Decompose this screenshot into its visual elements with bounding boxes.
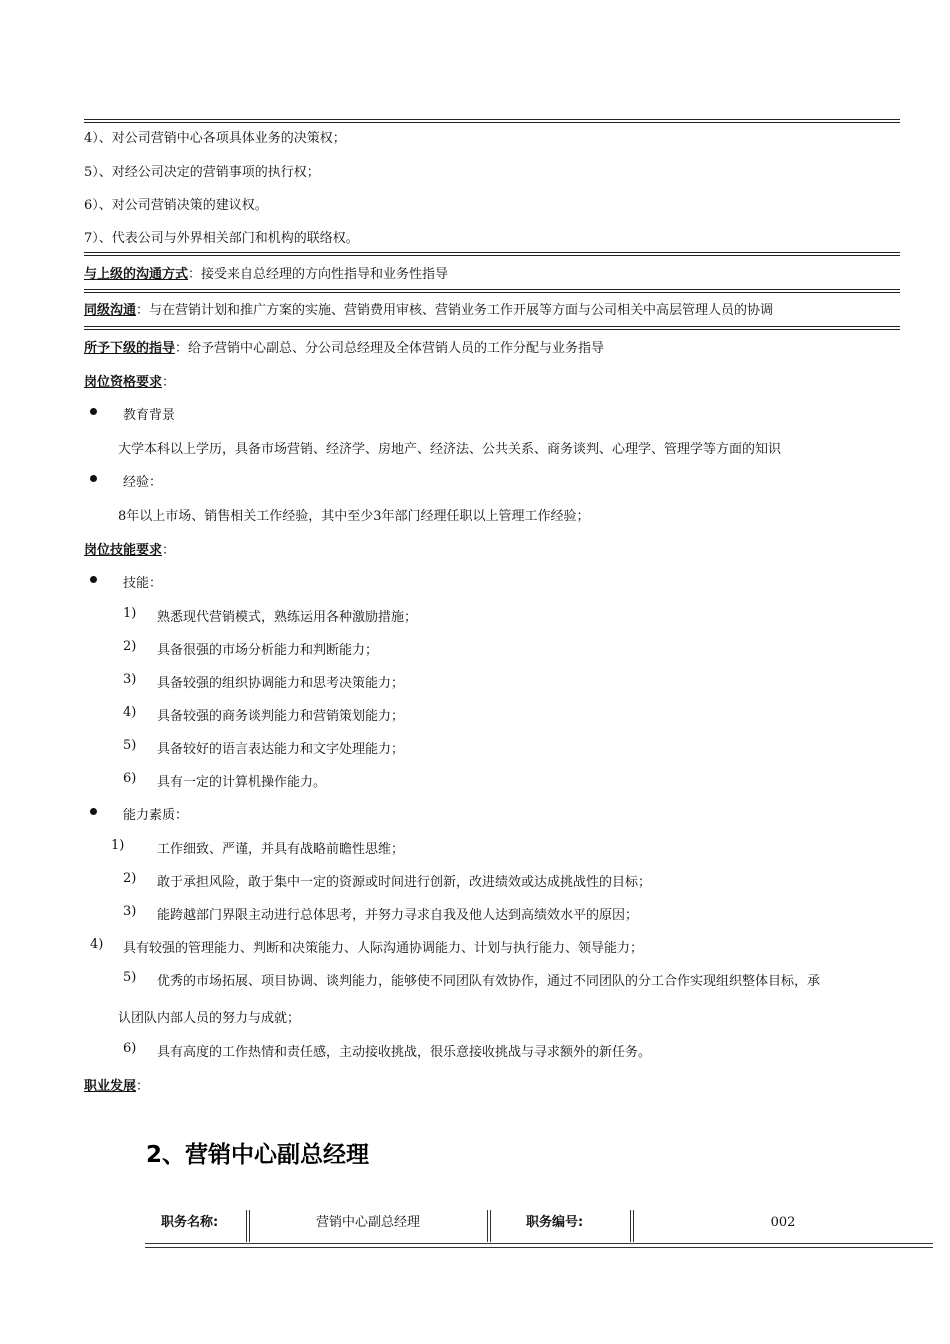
ability-item-1: 工作细致、严谨，并具有战略前瞻性思维； (157, 842, 405, 857)
table-divider (487, 1210, 491, 1242)
rule-subordinate (84, 326, 900, 330)
skills-num-1: 1) (123, 606, 137, 621)
ability-item-3: 能跨越部门界限主动进行总体思考，并努力寻求自我及他人达到高绩效水平的原因； (157, 908, 639, 923)
ability-num-5: 5) (123, 970, 137, 985)
job-no-value: 002 (770, 1215, 796, 1230)
skills-item-4: 具备较强的商务谈判能力和营销策划能力； (157, 709, 405, 724)
skills-item-3: 具备较强的组织协调能力和思考决策能力； (157, 676, 405, 691)
skills-item-2: 具备很强的市场分析能力和判断能力； (157, 643, 379, 658)
career-heading-colon: ： (136, 1079, 150, 1094)
rights-item-7: 7）、代表公司与外界相关部门和机构的联络权。 (84, 231, 359, 246)
job-no-label: 职务编号: (526, 1215, 584, 1230)
qualifications-heading-label: 岗位资格要求 (84, 375, 163, 390)
job-name-label: 职务名称: (161, 1215, 219, 1230)
ability-num-4: 4) (90, 937, 104, 952)
education-text: 大学本科以上学历，具备市场营销、经济学、房地产、经济法、公共关系、商务谈判、心理学、管理学等方面的知识 (118, 442, 782, 457)
ability-item-5: 优秀的市场拓展、项目协调、谈判能力，能够使不同团队有效协作，通过不同团队的分工合作实现组织整体目标，承 (157, 974, 821, 989)
rights-item-5: 5）、对经公司决定的营销事项的执行权； (84, 165, 320, 180)
rights-item-4: 4）、对公司营销中心各项具体业务的决策权； (84, 131, 346, 146)
comm-superior (84, 263, 448, 282)
skills-item-5: 具备较好的语言表达能力和文字处理能力； (157, 742, 405, 757)
comm-subordinate-label: 所予下级的指导 (84, 341, 176, 356)
ability-num-1: 1) (111, 838, 125, 853)
top-rule (84, 119, 900, 123)
ability-num-6: 6) (123, 1041, 137, 1056)
ability-title: 能力素质： (123, 808, 189, 823)
job-info-table (145, 1208, 933, 1246)
comm-superior-label: 与上级的沟通方式 (84, 267, 189, 282)
skills-num-6: 6) (123, 771, 137, 786)
comm-peer-label: 同级沟通 (84, 303, 137, 318)
bullet-icon (90, 408, 97, 415)
career-heading (84, 1075, 149, 1094)
experience-text: 8年以上市场、销售相关工作经验，其中至少3年部门经理任职以上管理工作经验； (118, 509, 590, 524)
skills-heading-label: 岗位技能要求 (84, 543, 163, 558)
skills-num-3: 3) (123, 672, 137, 687)
comm-peer (84, 299, 773, 318)
table-bottom-rule (145, 1243, 933, 1248)
bullet-icon (90, 576, 97, 583)
ability-item-6: 具有高度的工作热情和责任感，主动接收挑战，很乐意接收挑战与寻求额外的新任务。 (157, 1045, 652, 1060)
bullet-icon (90, 808, 97, 815)
skills-title: 技能： (123, 576, 163, 591)
ability-num-3: 3) (123, 904, 137, 919)
comm-superior-text: ：接受来自总经理的方向性指导和业务性指导 (188, 267, 449, 282)
qualifications-heading (84, 371, 175, 390)
skills-num-5: 5) (123, 738, 137, 753)
comm-subordinate (84, 337, 604, 356)
skills-item-6: 具有一定的计算机操作能力。 (157, 775, 327, 790)
comm-peer-text: ：与在营销计划和推广方案的实施、营销费用审核、营销业务工作开展等方面与公司相关中高层管理人员的协调 (136, 303, 774, 318)
rule-superior (84, 252, 900, 256)
experience-title: 经验： (123, 475, 163, 490)
qualifications-heading-colon: ： (162, 375, 176, 390)
skills-num-2: 2) (123, 639, 137, 654)
comm-subordinate-text: ：给予营销中心副总、分公司总经理及全体营销人员的工作分配与业务指导 (175, 341, 605, 356)
section-title: 2、营销中心副总经理 (146, 1142, 370, 1168)
rule-peer (84, 289, 900, 293)
career-heading-label: 职业发展 (84, 1079, 137, 1094)
ability-item-2: 敢于承担风险，敢于集中一定的资源或时间进行创新，改进绩效或达成挑战性的目标； (157, 875, 652, 890)
ability-item-5-cont: 认团队内部人员的努力与成就； (118, 1011, 301, 1026)
skills-num-4: 4) (123, 705, 137, 720)
rights-item-6: 6）、对公司营销决策的建议权。 (84, 198, 268, 213)
ability-item-4: 具有较强的管理能力、判断和决策能力、人际沟通协调能力、计划与执行能力、领导能力； (123, 941, 644, 956)
skills-heading (84, 539, 175, 558)
education-title: 教育背景 (123, 408, 176, 423)
skills-heading-colon: ： (162, 543, 176, 558)
job-name-value: 营销中心副总经理 (315, 1215, 420, 1230)
bullet-icon (90, 475, 97, 482)
skills-item-1: 熟悉现代营销模式，熟练运用各种激励措施； (157, 610, 418, 625)
ability-num-2: 2) (123, 871, 137, 886)
